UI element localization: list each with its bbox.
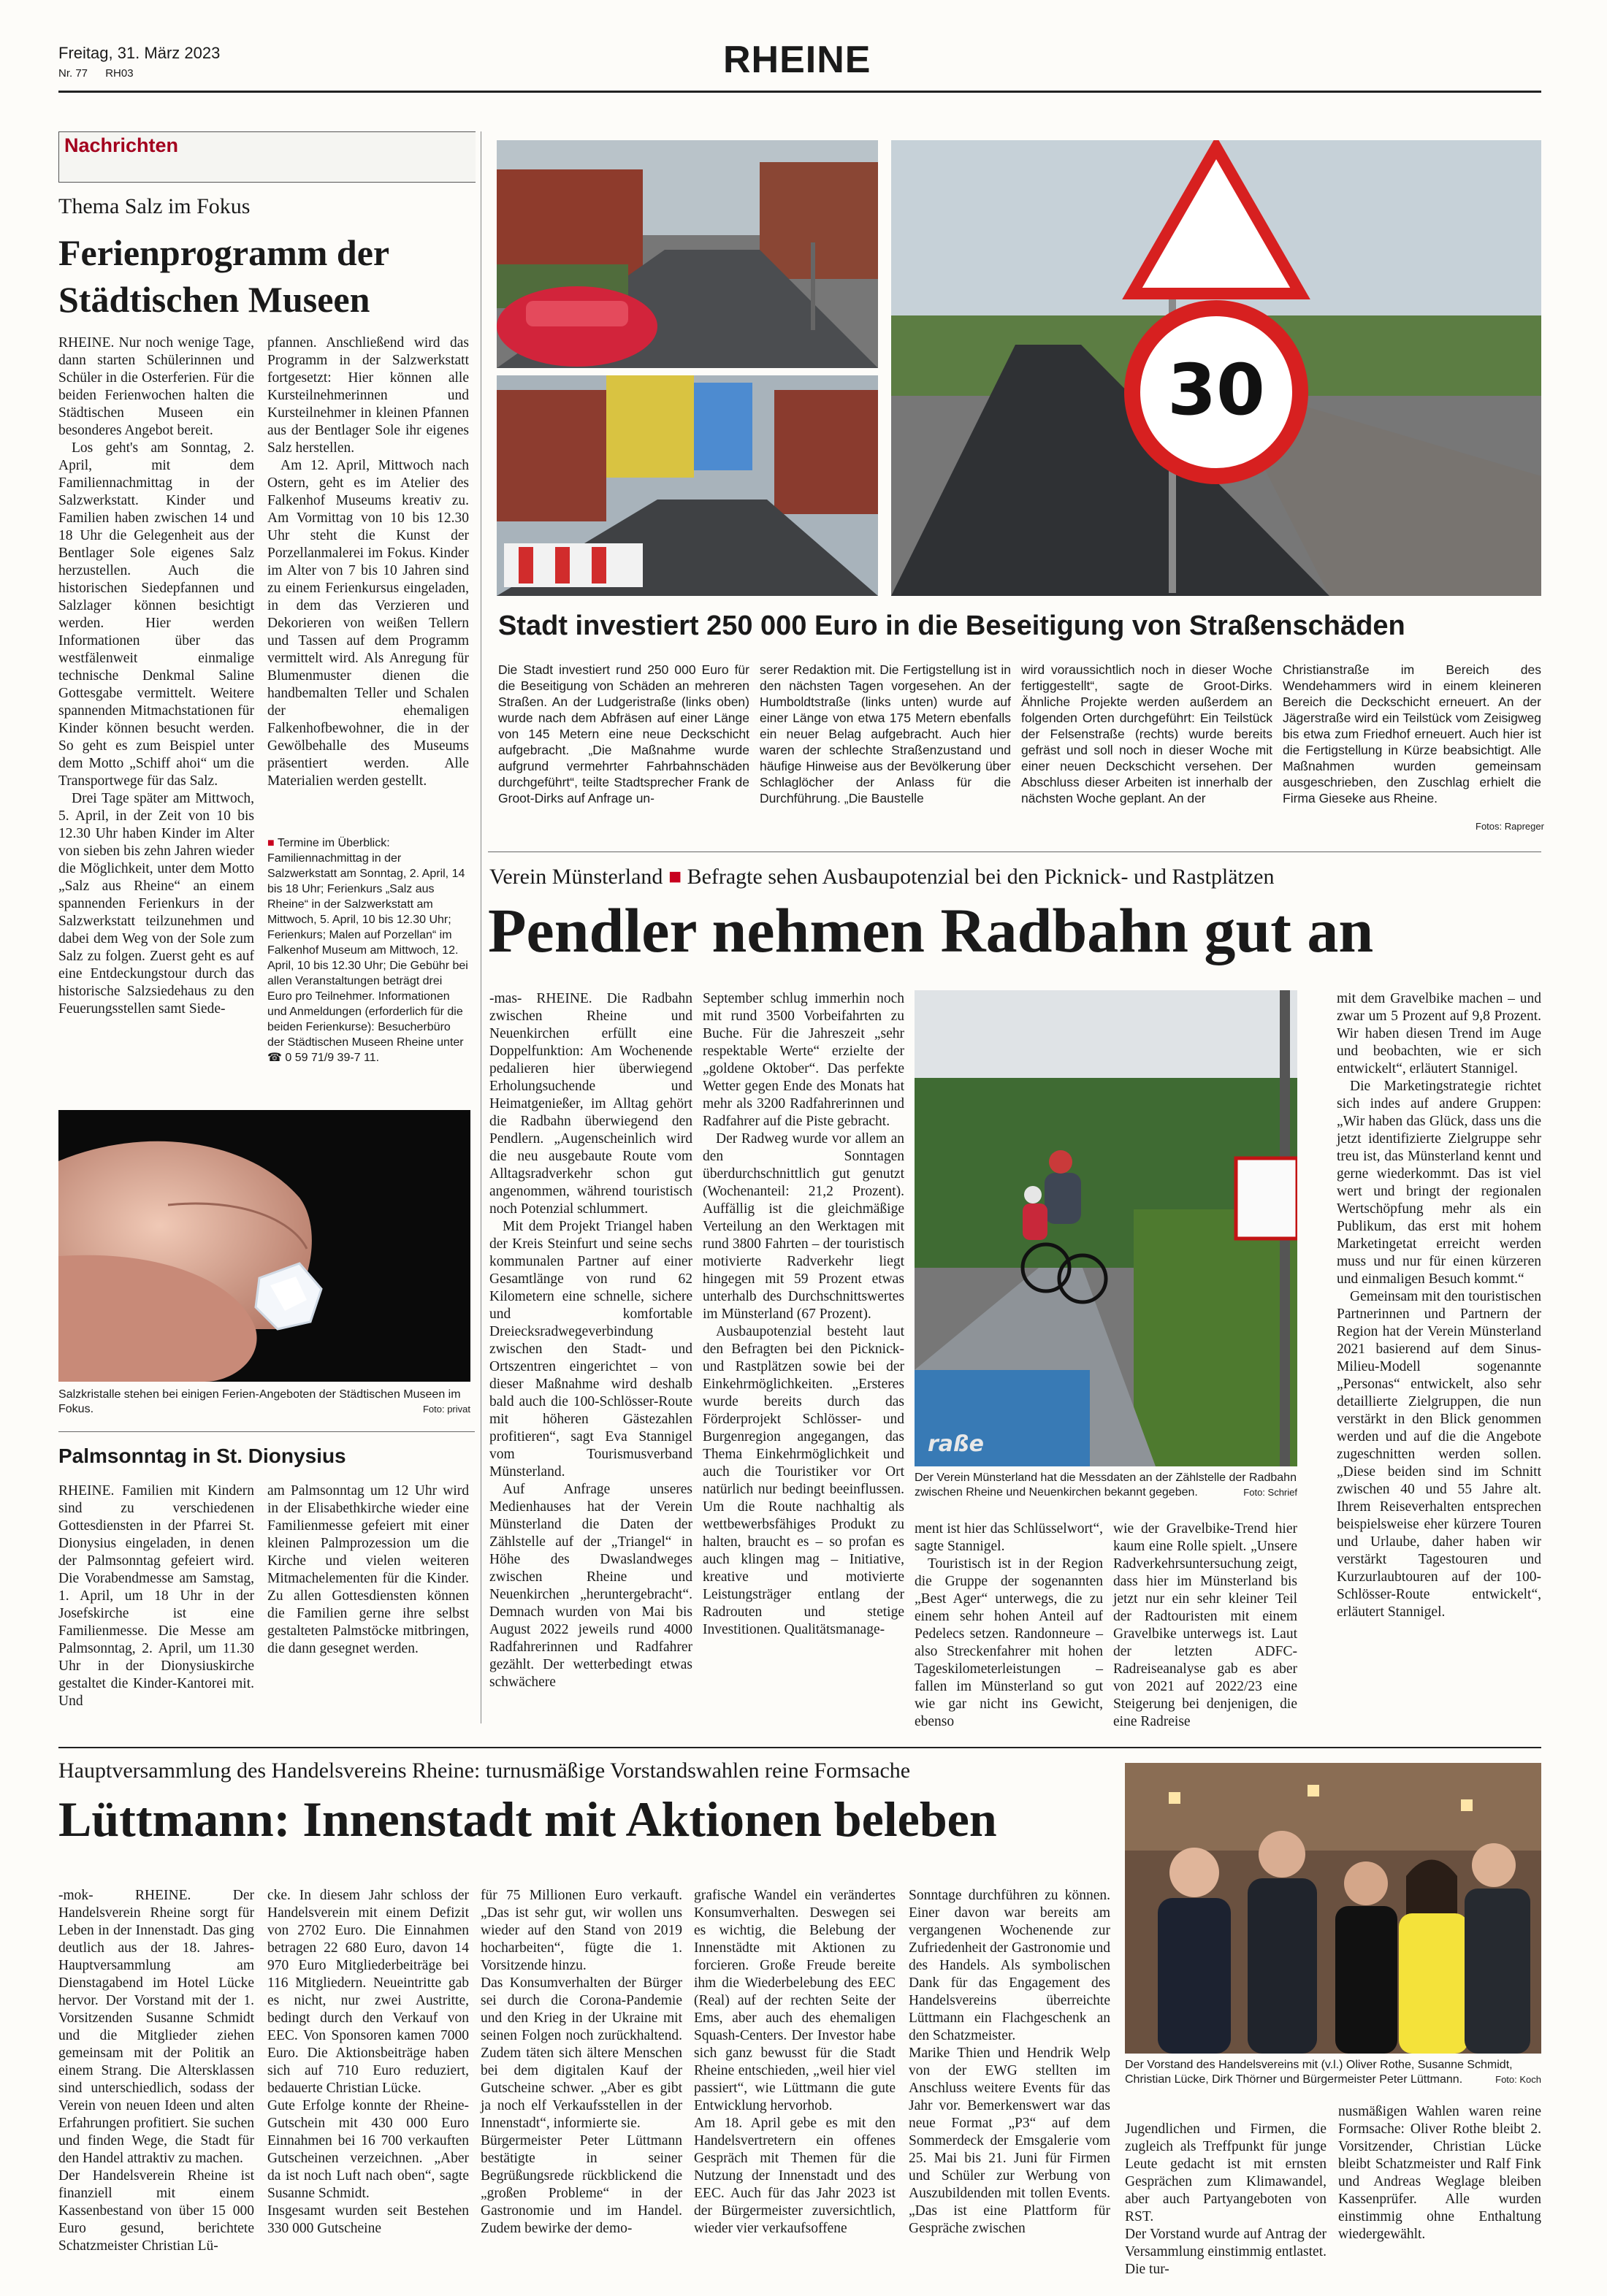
paragraph: für 75 Millionen Euro verkauft. „Das ist sehr gut, wir wollen uns wieder auf den Stand von 2019 hocharbeiten“, fügte die 1. Vorsitzende hinzu. Das Konsumverhalten der Bürger sei durch die Corona-Pandemie und den Krieg in der Ukraine mit seinen Folgen noch zurückhaltend. Zudem täten sich ältere Menschen bei dem digitalen Kauf der Gutscheine schwer. „Aber es gibt ja noch elf Verkaufsstellen in der Innenstadt“, informierte sie. Bürgermeister Peter Lüttmann bestätigte in seiner Begrüßungsrede rückblickend die „großen Probleme“ in der Gastronomie und im Handel. Zudem bewirke der demo-: [481, 1888, 682, 2236]
nachrichten-label: Nachrichten: [64, 134, 179, 156]
luettmann-col-2: [267, 1870, 469, 2255]
kicker-b: Befragte sehen Ausbaupotenzial bei den Picknick- und Rastplätzen: [687, 865, 1275, 889]
paragraph: September schlug immerhin noch mit rund 3500 Vorbeifahrten zu Buche. Für die Jahreszeit „sehr respektable Werte“ erzielte der „goldene Oktober“. Das perfekte Wetter gegen Ende des Monats hat mehr als 3200 Radfahrerinnen und Radfahrer auf die Piste gebracht.: [703, 991, 904, 1129]
paragraph: Am 12. April, Mittwoch nach Ostern, geht es im Atelier des Falkenhof Museums kreativ zu. Am Vormittag von 10 bis 12.30 Uhr steht die Kunst der Porzellanmalerei im Fokus. Kinder im Alter von 7 bis 10 Jahren sind zu einem Ferienkursus eingeladen, in dem das Verzieren und Dekorieren von weißen Tellern und Tassen auf dem Programm vermittelt wird. Als Anregung für Blumenmuster dienen die handbemalten Teller und Schalen der ehemaligen Falkenhofbewohner, die in der Gewölbehalle des Museums präsentiert werden. Alle Materialien werden gestellt.: [267, 458, 469, 789]
paragraph: Sonntage durchführen zu können. Einer davon war bereits am vergangenen Wochenende zur Zufriedenheit der Gastronomie und des Handels. Als symbolischen Dank für das Engagement des Handelsvereins überreichte Lüttmann ein Flachgeschenk an den Schatzmeister. Marike Thien und Hendrik Welp von der EWG stellten im Anschluss weitere Events für das Jahr vor. Bemerkenswert war das neue Format „P3“ auf dem Sommerdeck der Emsgalerie vom 25. Mai bis 21. Juni für Firmen und Schüler zur Werbung von Auszubildenden mit tollen Events. „Das ist eine Plattform für Gespräche zwischen: [909, 1888, 1110, 2236]
paragraph: cke. In diesem Jahr schloss der Handelsverein mit einem Defizit von 2702 Euro. Die Einnahmen betragen 22 680 Euro, davon 14 970 Euro Mitgliederbeiträge bei 116 Mitgliedern. Neueintritte gab es nicht, nur zwei Austritte, bedingt durch den Verkauf von EEC. Von Sponsoren kamen 7000 Euro. Die Aktionsbeiträge haben sich auf 710 Euro reduziert, bedauerte Christian Lücke. Gute Erfolge konnte der Rheine-Gutschein mit 430 000 Euro Einnahmen bei 16 700 verkauften Gutscheinen verzeichnen. „Aber da ist noch Luft nach oben“, sagte Susanne Schmidt. Insgesamt wurden seit Bestehen 330 000 Gutscheine: [267, 1888, 469, 2236]
nachrichten-info: [267, 835, 469, 1084]
phone-number: ☎ 0 59 71/9 39-7 11.: [267, 1052, 380, 1064]
luettmann-col-3: [481, 1870, 682, 2255]
paragraph: Ausbaupotenzial besteht laut den Befragten bei den Picknick- und Rastplätzen sowie bei der Einkehrmöglichkeiten. „Ersteres wurde bereits durch das Förderprojekt Schlösser- und Burgenregion angegangen, das Thema Einkehrmöglichkeit und auch die Touristiker vor Ort natürlich nur bedingt beeinflussen. Um die Route nachhaltig als wettbewerbsfähiges Produkt zu halten, braucht es – so profan es auch klingen mag – Initiative, kreative und motivierte Leistungsträger entlang der Radrouten und stetige Investitionen. Qualitätsmanage-: [703, 1324, 904, 1637]
paragraph: ment ist hier das Schlüsselwort“, sagte Stannigel.: [915, 1521, 1103, 1554]
headline-line-2: Städtischen Museen: [58, 279, 370, 320]
luettmann-headline: Lüttmann: Innenstadt mit Aktionen beleben: [58, 1791, 997, 1847]
caption-text: Der Verein Münsterland hat die Messdaten an der Zählstelle der Radbahn zwischen Rheine und Neuenkirchen bekannt gegeben.: [915, 1472, 1297, 1499]
paragraph: Jugendlichen und Firmen, die zugleich als Treffpunkt für junge Leute gedacht ist mit ernsten Gesprächen zum Klimawandel, aber auch Partyangeboten von RST. Der Vorstand wurde auf Antrag der Versammlung einstimmig entlastet. Die tur-: [1125, 2121, 1327, 2277]
road-marking-text: raße: [928, 1431, 984, 1457]
palmsonntag-rule: [58, 1431, 475, 1432]
luettmann-rule: [58, 1747, 1541, 1748]
kicker-a: Verein Münsterland: [489, 865, 663, 889]
radbahn-col-4: [1113, 1520, 1297, 1731]
strassen-col-4: [1283, 662, 1541, 806]
header-rule: [58, 91, 1541, 93]
photo-credit: Foto: Schrief: [1243, 1487, 1297, 1498]
paragraph: wie der Gravelbike-Trend hier kaum eine Rolle spielt. „Unsere Radverkehrsuntersuchung zeigt, dass hier im Münsterland bis jetzt nur ein sehr kleiner Teil der Radtouristen mit einem Gravelbike unterwegs ist. Laut der letzten ADFC-Radreiseanalyse gab es aber von 2021 auf 2022/23 eine Steigerung bei denjenigen, die eine Radreise: [1113, 1521, 1297, 1729]
paragraph: Auf Anfrage unseres Medienhauses hat der Verein Münsterland die Daten der Zählstelle auf der „Triangel“ in Höhe des Dwaslandweges zwischen Rheine und Neuenkirchen „heruntergebracht“. Demnach wurden von Mai bis August 2022 jeweils rund 4000 Radfahrerinnen und Radfahrer gezählt. Der wetterbedingt etwas schwächere: [489, 1482, 692, 1690]
palmsonntag-headline: Palmsonntag in St. Dionysius: [58, 1444, 346, 1467]
paragraph: Mit dem Projekt Triangel haben der Kreis Steinfurt und seine sechs kommunalen Partner auf einer Gesamtlänge von rund 62 Kilometern eine schnelle, sichere und komfortable Dreiecksradwegeverbindung zwischen den Stadt- und Ortszentren eingerichtet – von dieser Maßnahme wird deshalb bald auch die 100-Schlösser-Route mit höheren Gästezahlen profitieren“, sagt Eva Stannigel vom Tourismusverband Münsterland.: [489, 1219, 692, 1480]
salt-photo-caption: [58, 1388, 470, 1417]
header-date: Freitag, 31. März 2023: [58, 44, 221, 62]
paragraph: Die Stadt investiert rund 250 000 Euro für die Beseitigung von Schäden an mehreren Straßen. An der Ludgeristraße (links oben) wurde nach dem Abfräsen auf einer Länge von 145 Metern eine neue Deckschicht aufgebracht. „Die Maßnahme wurde aufgrund vermehrter Fahrbahnschäden durchgeführt“, teilte Stadtsprecher Frank de Groot-Dirks auf Anfrage un-: [498, 662, 749, 805]
section-title: RHEINE: [723, 39, 871, 81]
luettmann-col-7: [1338, 2103, 1541, 2243]
header-issue: [58, 67, 134, 80]
caption-text: Salzkristalle stehen bei einigen Ferien-Angeboten der Städtischen Museen im Fokus.: [58, 1388, 461, 1415]
speed-limit-sign-label: 30: [1167, 349, 1265, 431]
paragraph: RHEINE. Familien mit Kindern sind zu verschiedenen Gottesdiensten in der Pfarrei St. Dionysius eingeladen, in denen der Palmsonntag gefeiert wird. Die Vorabendmesse am Samstag, 1. April, um 18 Uhr in der Josefskirche ist eine Familienmesse. Die Messe am Palmsonntag, 2. April, um 11.30 Uhr in der Dionysiuskirche gestaltet die Kinder-Kantorei mit. Und: [58, 1483, 254, 1709]
nachrichten-kicker: Thema Salz im Fokus: [58, 194, 251, 218]
caption-text: Der Vorstand des Handelsvereins mit (v.l.) Oliver Rothe, Susanne Schmidt, Christian Lücke, Dirk Thörner und Bürgermeister Peter Lüttmann.: [1125, 2059, 1513, 2086]
paragraph: Der Radweg wurde vor allem an den Sonntagen überdurchschnittlich gut genutzt (Wochenanteil: 21,2 Prozent). Auffällig ist die gleichmäßige Verteilung an den Werktagen mit rund 3800 Fahrten – der touristisch motivierte Radverkehr liegt hingegen mit 59 Prozent etwas unterhalb des Durchschnittswertes im Münsterland (67 Prozent).: [703, 1131, 904, 1322]
paragraph: Die Marketingstrategie richtet sich indes auf andere Gruppen: „Wir haben das Glück, dass uns die jetzt identifizierte Zielgruppe sehr treu ist, das Münsterland kennt und gerne wiederkommt. Das ist viel wert und bringt der regionalen Wertschöpfung mehr als ein Publikum, das erst mit hohem Marketingetat erreicht werden muss und nur für einen kürzeren und einmaligen Besuch kommt.“: [1337, 1079, 1541, 1287]
photo-credit: Foto: privat: [422, 1404, 470, 1415]
nachrichten-headline: [58, 229, 389, 323]
issue-code: RH03: [105, 67, 134, 80]
strassen-photo-credit: Fotos: Rapreger: [1476, 821, 1544, 832]
radbahn-col-3: [915, 1520, 1103, 1731]
road-photo-ludgeristrasse: [497, 140, 878, 368]
strassen-headline: Stadt investiert 250 000 Euro in die Beseitigung von Straßenschäden: [498, 611, 1405, 641]
radbahn-col-1: [489, 990, 692, 1691]
radbahn-headline: Pendler nehmen Radbahn gut an: [488, 895, 1374, 965]
info-bullet: ■: [267, 837, 278, 849]
strassen-col-1: [498, 662, 749, 806]
paragraph: mit dem Gravelbike machen – und zwar um 5 Prozent auf 9,8 Prozent. Wir haben diesen Trend im Auge und beobachten, wie er sich entwickelt“, erläutert Stannigel.: [1337, 991, 1541, 1076]
radbahn-col-5: [1337, 990, 1541, 1621]
radbahn-kicker: [489, 865, 1274, 889]
paragraph: wird voraussichtlich noch in dieser Woche fertiggestellt“, sagte de Groot-Dirks. Ähnliche Projekte werden außerdem an folgenden Orten durchgeführt: Ein Teilstück der Felsenstraße (rechts) wurde bereits gefräst und soll noch in dieser Woche mit einer neuen Deckschicht versehen. Der Abschluss dieser Arbeiten ist innerhalb der nächsten Woche geplant. An der: [1021, 662, 1272, 805]
paragraph: Drei Tage später am Mittwoch, 5. April, in der Zeit von 10 bis 12.30 Uhr haben Kinder im Alter von sieben bis zehn Jahren wieder die Möglichkeit, unter dem Motto „Salz aus Rheine“ an einem spannenden Ferienkurs in der Salzwerkstatt teilzunehmen und dabei dem Weg von der Sole zum Salz zu folgen. Zuerst geht es auf eine Entdeckungstour durch das historische Salzsiedehaus zu den Feuerungsstellen samt Siede-: [58, 791, 254, 1017]
salt-crystal-photo: [58, 1110, 470, 1382]
headline-line-1: Ferienprogramm der: [58, 232, 390, 273]
luettmann-col-5: [909, 1870, 1110, 2255]
nachrichten-col-1: [58, 334, 254, 1101]
issue-number: Nr. 77: [58, 67, 88, 80]
luettmann-col-6: [1125, 2103, 1327, 2296]
paragraph: grafische Wandel ein verändertes Konsumverhalten. Deswegen sei es wichtig, die Belebung der Innenstädte mit Aktionen zu forcieren. Große Freude bereite ihm die Wiederbelebung des EEC (Real) auf der rechten Seite der Ems, aber auch des ehemaligen Squash-Centers. Der Investor habe sich ganz bewusst für die Stadt Rheine entschieden, „weil hier viel passiert“, wie Lüttmann die gute Entwicklung hervorhob. Am 18. April gebe es mit den Handelsvertretern ein offenes Gespräch mit Themen für die Nutzung der Innenstadt und des EEC. Auch für das Jahr 2023 ist der Bürgermeister zuversichtlich, wieder vier verkaufsoffene: [694, 1888, 896, 2236]
luettmann-kicker: Hauptversammlung des Handelsvereins Rheine: turnusmäßige Vorstandswahlen reine Formsache: [58, 1759, 911, 1783]
handelsverein-photo: [1125, 1763, 1541, 2054]
paragraph: pfannen. Anschließend wird das Programm in der Salzwerkstatt fortgesetzt: Hier können alle Kursteilnehmerinnen und Kursteilnehmer in kleinen Pfannen aus der Bentlager Sole ihr eigenes Salz herstellen.: [267, 335, 469, 456]
palmsonntag-col-1: [58, 1482, 254, 1716]
radbahn-photo-caption: [915, 1471, 1297, 1500]
paragraph: Touristisch ist in der Region die Gruppe der sogenannten „Best Ager“ unterwegs, die zu einem sehr hohen Anteil auf Pedelecs setzen. Randonneure – also Streckenfahrer mit hohen Tageskilometerleistungen – fallen im Münsterland so gut wie gar nicht ins Gewicht, ebenso: [915, 1556, 1103, 1729]
palmsonntag-col-2: [267, 1482, 469, 1716]
paragraph: -mas- RHEINE. Die Radbahn zwischen Rheine und Neuenkirchen erfüllt eine Doppelfunktion: Am Wochenende pedalieren hier überwiegend Erholungsuchende und Heimatgenießer, im Alltag gehört die Radbahn überwiegend den Pendlern. „Augenscheinlich wird die neu ausgebaute Route vom Alltagsradverkehr schon gut angenommen, während touristisch noch Potenzial schlummert.: [489, 991, 692, 1217]
photo-credit: Foto: Koch: [1495, 2074, 1541, 2085]
kicker-square: ■: [668, 865, 682, 889]
paragraph: Gemeinsam mit den touristischen Partnerinnen und Partnern der Region hat der Verein Münsterland 2021 basierend auf dem Sinus-Milieu-Modell sogenannte „Personas“ entwickelt, also sehr detaillierte Zielgruppen, die nun verstärkt in den Blick genommen werden und auf die die Angebote zugeschnitten werden sollen. „Diese beiden sind im Schnitt zwischen 40 und 55 Jahre alt. Ihrem Reiseverhalten entsprechen beispielsweise eher kürzere Touren und Urlaube, daher haben wir verstärkt Tagestouren und Kurzurlaubtouren auf der 100-Schlösser-Route entwickelt“, erläutert Stannigel.: [1337, 1289, 1541, 1620]
luettmann-col-1: [58, 1870, 254, 2273]
paragraph: nusmäßigen Wahlen waren reine Formsache: Oliver Rothe bleibt 2. Vorsitzender, Christian Lücke bleibt Schatzmeister und Ralf Fink und Andreas Weglage bleiben Kassenprüfer. Alle wurden einstimmig ohne Enthaltung wiedergewählt.: [1338, 2104, 1541, 2242]
paragraph: Christianstraße im Bereich des Wendehammers wird in einem kleineren Bereich die Deckschicht erneuert. An der Jägerstraße wird ein Teilstück vom Zeisigweg bis etwa zum Friedhof erneuert. Auch hier ist die Fertigstellung in Kürze beabsichtigt. Alle Maßnahmen wurden gemeinsam ausgeschrieben, den Zuschlag erhielt die Firma Gieseke aus Rheine.: [1283, 662, 1541, 805]
paragraph: RHEINE. Nur noch wenige Tage, dann starten Schülerinnen und Schüler in die Osterferien. Für die beiden Ferienwochen halten die Städtischen Museen ein besonderes Angebot bereit.: [58, 335, 254, 438]
strassen-col-3: [1021, 662, 1272, 806]
radbahn-photo: [915, 990, 1297, 1466]
radbahn-col-2: [703, 990, 904, 1639]
nachrichten-col-2: [267, 334, 469, 838]
paragraph: -mok- RHEINE. Der Handelsverein Rheine sorgt für Leben in der Innenstadt. Das ging deutlich aus der 18. Jahres-Hauptversammlung am Dienstagabend im Hotel Lücke hervor. Der Vorstand mit der 1. Vorsitzenden Susanne Schmidt und die Mitglieder ziehen gemeinsam mit der Politik an einem Strang. Die Altersklassen sind unterschiedlich, sodass der Verein von neuen Ideen und alten Erfahrungen profitiert. Sie suchen und finden Wege, die Stadt für den Handel attraktiv zu machen. Der Handelsverein Rheine ist finanziell mit einem Kassenbestand von über 15 000 Euro gesund, berichtete Schatzmeister Christian Lü-: [58, 1888, 254, 2254]
road-photo-humboldtstrasse: [497, 375, 878, 596]
paragraph: Los geht's am Sonntag, 2. April, mit dem Familiennachmittag in der Salzwerkstatt. Kinder und Familien haben zwischen 14 und 18 Uhr die Gelegenheit aus der Bentlager Sole eigenes Salz herzustellen. Auch die historischen Siedepfannen und Salzlager können besichtigt werden. Hier werden Informationen über das westfälenweit einmalige technische Denkmal Saline Gottesgabe vermittelt. Weitere spannenden Mitmachstationen für Kinder können besucht werden. So geht es zum Beispiel unter dem Motto „Schiff ahoi“ um die Transportwege für das Salz.: [58, 440, 254, 789]
info-text: Termine im Überblick: Familiennachmittag in der Salzwerkstatt am Sonntag, 2. April, 14 bis 18 Uhr; Ferienkurs „Salz aus Rheine“ in der Salzwerkstatt am Mittwoch, 5. April, 10 bis 12.30 Uhr; Ferienkurs; Malen auf Porzellan“ im Falkenhof Museum am Mittwoch, 12. April, 10 bis 12.30 Uhr; Die Gebühr bei allen Veranstaltungen beträgt drei Euro pro Teilnehmer. Informationen und Anmeldungen (erforderlich für die beiden Ferienkurse): Besucherbüro der Städtischen Museen Rheine unter: [267, 837, 468, 1049]
strassen-col-2: [760, 662, 1011, 806]
paragraph: serer Redaktion mit. Die Fertigstellung ist in den nächsten Tagen vorgesehen. An der Humboldtstraße (links unten) wurde auf einer Länge von etwa 175 Metern ebenfalls ein neuer Belag aufgebracht. Auch hier waren der schlechte Straßenzustand und häufige Hinweise aus der Bevölkerung über Schlaglöcher der Anlass für die Durchführung. „Die Baustelle: [760, 662, 1011, 805]
handelsverein-photo-caption: [1125, 2058, 1541, 2087]
luettmann-col-4: [694, 1870, 896, 2255]
paragraph: am Palmsonntag um 12 Uhr wird in der Elisabethkirche wieder eine Familienmesse gefeiert mit einer kleinen Palmprozession um die Kirche und vielen weiteren Mitmachelementen für die Kinder. Zu allen Gottesdiensten können die Familien gerne ihre selbst gestalteten Palmstöcke mitbringen, die dann gesegnet werden.: [267, 1483, 469, 1656]
